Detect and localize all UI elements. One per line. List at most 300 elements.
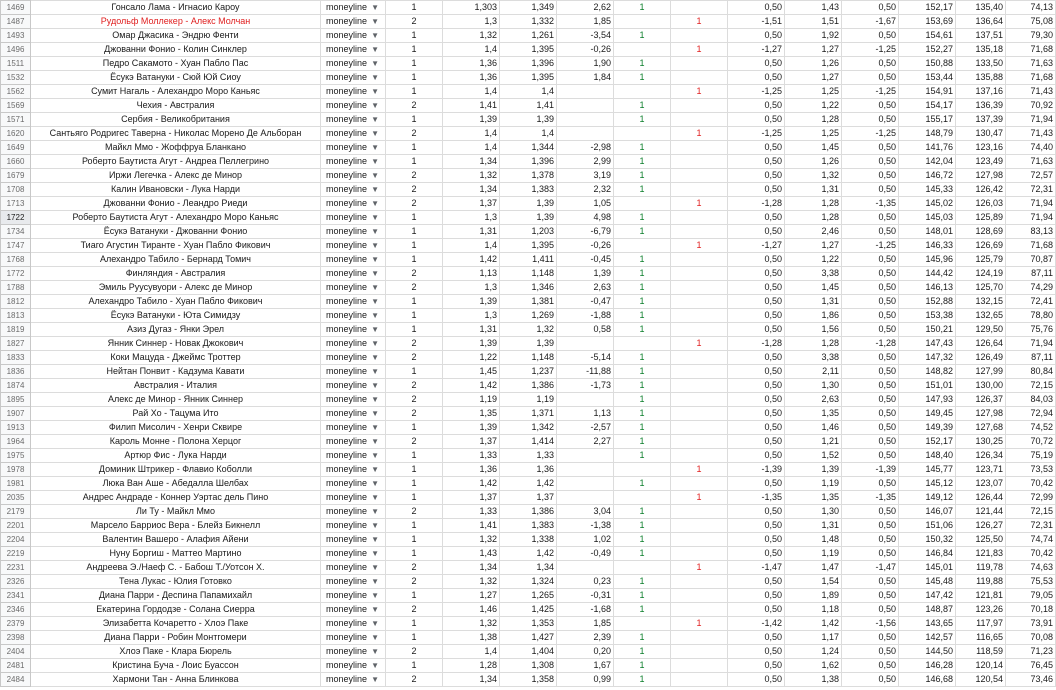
bank-cell[interactable]: 126,64 (956, 337, 1006, 351)
result-cell[interactable]: 0,50 (842, 505, 899, 519)
result-cell[interactable]: -1,56 (842, 617, 899, 631)
profit-cell[interactable]: 0,50 (728, 29, 785, 43)
balance-cell[interactable]: 150,21 (899, 323, 956, 337)
stake-cell[interactable]: 3,38 (785, 351, 842, 365)
balance-cell[interactable]: 153,44 (899, 71, 956, 85)
match-cell[interactable]: Рудольф Моллекер - Алекс Молчан (31, 15, 321, 29)
stake-cell[interactable]: 2,11 (785, 365, 842, 379)
match-cell[interactable]: Сербия - Великобритания (31, 113, 321, 127)
result-cell[interactable]: 0,50 (842, 603, 899, 617)
bank-cell[interactable]: 130,00 (956, 379, 1006, 393)
odds-open-cell[interactable]: 1,35 (443, 407, 500, 421)
drift-cell[interactable] (557, 393, 614, 407)
drift-cell[interactable]: 1,90 (557, 57, 614, 71)
odds-close-cell[interactable]: 1,395 (500, 43, 557, 57)
drift-cell[interactable] (557, 127, 614, 141)
result-cell[interactable]: 0,50 (842, 673, 899, 687)
market-dropdown[interactable] (321, 169, 386, 183)
match-cell[interactable]: Марсело Барриос Вера - Блейз Бикнелл (31, 519, 321, 533)
result-cell[interactable]: 0,50 (842, 589, 899, 603)
loss-flag-cell[interactable] (671, 547, 728, 561)
dropdown-caret-icon[interactable]: ▼ (371, 647, 379, 656)
stake-cell[interactable]: 1,89 (785, 589, 842, 603)
balance-cell[interactable]: 146,33 (899, 239, 956, 253)
market-dropdown[interactable] (321, 589, 386, 603)
market-dropdown[interactable] (321, 141, 386, 155)
odds-close-cell[interactable]: 1,386 (500, 379, 557, 393)
loss-flag-cell[interactable] (671, 295, 728, 309)
market-dropdown[interactable] (321, 295, 386, 309)
result-cell[interactable]: 0,50 (842, 631, 899, 645)
pick-cell[interactable]: 2 (386, 393, 443, 407)
dropdown-caret-icon[interactable]: ▼ (371, 423, 379, 432)
loss-flag-cell[interactable] (671, 323, 728, 337)
result-cell[interactable]: 0,50 (842, 1, 899, 15)
dropdown-caret-icon[interactable]: ▼ (371, 675, 379, 684)
win-flag-cell[interactable]: 1 (614, 1, 671, 15)
profit-cell[interactable]: 0,50 (728, 99, 785, 113)
match-cell[interactable]: Сумит Нагаль - Алехандро Моро Каньяс (31, 85, 321, 99)
market-dropdown[interactable] (321, 519, 386, 533)
loss-flag-cell[interactable] (671, 631, 728, 645)
odds-open-cell[interactable]: 1,37 (443, 197, 500, 211)
balance-cell[interactable]: 149,45 (899, 407, 956, 421)
match-cell[interactable]: Эмиль Руусувуори - Алекс де Минор (31, 281, 321, 295)
balance-cell[interactable]: 147,42 (899, 589, 956, 603)
drift-cell[interactable] (557, 337, 614, 351)
odds-close-cell[interactable]: 1,386 (500, 505, 557, 519)
result-cell[interactable]: -1,25 (842, 239, 899, 253)
odds-close-cell[interactable]: 1,346 (500, 281, 557, 295)
bank-cell[interactable]: 127,98 (956, 407, 1006, 421)
odds-open-cell[interactable]: 1,32 (443, 617, 500, 631)
result-cell[interactable]: 0,50 (842, 211, 899, 225)
odds-close-cell[interactable]: 1,4 (500, 127, 557, 141)
result-cell[interactable]: -1,25 (842, 85, 899, 99)
odds-close-cell[interactable]: 1,332 (500, 15, 557, 29)
percent-cell[interactable]: 70,42 (1006, 547, 1056, 561)
loss-flag-cell[interactable] (671, 155, 728, 169)
win-flag-cell[interactable]: 1 (614, 645, 671, 659)
odds-close-cell[interactable]: 1,383 (500, 183, 557, 197)
profit-cell[interactable]: 0,50 (728, 645, 785, 659)
drift-cell[interactable]: -6,79 (557, 225, 614, 239)
dropdown-caret-icon[interactable]: ▼ (371, 381, 379, 390)
pick-cell[interactable]: 1 (386, 631, 443, 645)
percent-cell[interactable]: 79,30 (1006, 29, 1056, 43)
profit-cell[interactable]: 0,50 (728, 155, 785, 169)
pick-cell[interactable]: 2 (386, 673, 443, 687)
market-dropdown[interactable] (321, 603, 386, 617)
profit-cell[interactable]: 0,50 (728, 113, 785, 127)
bank-cell[interactable]: 136,64 (956, 15, 1006, 29)
result-cell[interactable]: 0,50 (842, 477, 899, 491)
odds-open-cell[interactable]: 1,33 (443, 505, 500, 519)
market-dropdown[interactable] (321, 113, 386, 127)
dropdown-caret-icon[interactable]: ▼ (371, 157, 379, 166)
result-cell[interactable]: 0,50 (842, 533, 899, 547)
stake-cell[interactable]: 1,35 (785, 407, 842, 421)
odds-close-cell[interactable]: 1,37 (500, 491, 557, 505)
odds-close-cell[interactable]: 1,265 (500, 589, 557, 603)
drift-cell[interactable] (557, 449, 614, 463)
balance-cell[interactable]: 150,32 (899, 533, 956, 547)
drift-cell[interactable]: 1,85 (557, 617, 614, 631)
balance-cell[interactable]: 145,02 (899, 197, 956, 211)
odds-open-cell[interactable]: 1,22 (443, 351, 500, 365)
pick-cell[interactable]: 1 (386, 463, 443, 477)
percent-cell[interactable]: 71,43 (1006, 85, 1056, 99)
dropdown-caret-icon[interactable]: ▼ (371, 115, 379, 124)
odds-close-cell[interactable]: 1,41 (500, 99, 557, 113)
balance-cell[interactable]: 151,01 (899, 379, 956, 393)
loss-flag-cell[interactable] (671, 659, 728, 673)
loss-flag-cell[interactable]: 1 (671, 463, 728, 477)
odds-close-cell[interactable]: 1,39 (500, 337, 557, 351)
percent-cell[interactable]: 71,43 (1006, 127, 1056, 141)
balance-cell[interactable]: 141,76 (899, 141, 956, 155)
balance-cell[interactable]: 145,96 (899, 253, 956, 267)
odds-open-cell[interactable]: 1,41 (443, 99, 500, 113)
bank-cell[interactable]: 125,89 (956, 211, 1006, 225)
odds-close-cell[interactable]: 1,33 (500, 449, 557, 463)
match-cell[interactable]: Ёсукэ Ватануки - Сюй Юй Сиоу (31, 71, 321, 85)
pick-cell[interactable]: 1 (386, 519, 443, 533)
balance-cell[interactable]: 146,84 (899, 547, 956, 561)
pick-cell[interactable]: 1 (386, 659, 443, 673)
drift-cell[interactable]: 2,62 (557, 1, 614, 15)
drift-cell[interactable]: 2,39 (557, 631, 614, 645)
stake-cell[interactable]: 2,63 (785, 393, 842, 407)
stake-cell[interactable]: 1,21 (785, 435, 842, 449)
balance-cell[interactable]: 147,93 (899, 393, 956, 407)
drift-cell[interactable]: -0,47 (557, 295, 614, 309)
odds-close-cell[interactable]: 1,308 (500, 659, 557, 673)
stake-cell[interactable]: 1,22 (785, 253, 842, 267)
match-cell[interactable]: Екатерина Гордодзе - Солана Сиерра (31, 603, 321, 617)
stake-cell[interactable]: 1,38 (785, 673, 842, 687)
pick-cell[interactable]: 2 (386, 267, 443, 281)
percent-cell[interactable]: 79,05 (1006, 589, 1056, 603)
profit-cell[interactable]: -1,27 (728, 43, 785, 57)
profit-cell[interactable]: 0,50 (728, 351, 785, 365)
stake-cell[interactable]: 1,42 (785, 617, 842, 631)
bank-cell[interactable]: 126,27 (956, 519, 1006, 533)
match-cell[interactable]: Валентин Вашеро - Алафия Айени (31, 533, 321, 547)
pick-cell[interactable]: 2 (386, 169, 443, 183)
market-dropdown[interactable] (321, 673, 386, 687)
stake-cell[interactable]: 3,38 (785, 267, 842, 281)
match-cell[interactable]: Люка Ван Аше - Абедалла Шелбах (31, 477, 321, 491)
drift-cell[interactable]: 1,05 (557, 197, 614, 211)
stake-cell[interactable]: 1,47 (785, 561, 842, 575)
bank-cell[interactable]: 121,81 (956, 589, 1006, 603)
profit-cell[interactable]: 0,50 (728, 141, 785, 155)
odds-close-cell[interactable]: 1,324 (500, 575, 557, 589)
loss-flag-cell[interactable] (671, 477, 728, 491)
percent-cell[interactable]: 83,13 (1006, 225, 1056, 239)
market-dropdown[interactable] (321, 1, 386, 15)
result-cell[interactable]: 0,50 (842, 323, 899, 337)
win-flag-cell[interactable]: 1 (614, 505, 671, 519)
profit-cell[interactable]: 0,50 (728, 589, 785, 603)
profit-cell[interactable]: 0,50 (728, 1, 785, 15)
balance-cell[interactable]: 148,01 (899, 225, 956, 239)
win-flag-cell[interactable]: 1 (614, 309, 671, 323)
balance-cell[interactable]: 154,91 (899, 85, 956, 99)
odds-open-cell[interactable]: 1,32 (443, 533, 500, 547)
bank-cell[interactable]: 132,65 (956, 309, 1006, 323)
balance-cell[interactable]: 148,79 (899, 127, 956, 141)
profit-cell[interactable]: -1,27 (728, 239, 785, 253)
dropdown-caret-icon[interactable]: ▼ (371, 591, 379, 600)
balance-cell[interactable]: 148,87 (899, 603, 956, 617)
result-cell[interactable]: -1,25 (842, 127, 899, 141)
loss-flag-cell[interactable] (671, 225, 728, 239)
profit-cell[interactable]: 0,50 (728, 253, 785, 267)
odds-open-cell[interactable]: 1,39 (443, 113, 500, 127)
percent-cell[interactable]: 72,15 (1006, 505, 1056, 519)
profit-cell[interactable]: 0,50 (728, 505, 785, 519)
drift-cell[interactable]: 1,02 (557, 533, 614, 547)
bank-cell[interactable]: 133,50 (956, 57, 1006, 71)
loss-flag-cell[interactable] (671, 393, 728, 407)
result-cell[interactable]: 0,50 (842, 421, 899, 435)
result-cell[interactable]: 0,50 (842, 71, 899, 85)
match-cell[interactable]: Диана Парри - Деспина Папамихайл (31, 589, 321, 603)
dropdown-caret-icon[interactable]: ▼ (371, 297, 379, 306)
loss-flag-cell[interactable] (671, 449, 728, 463)
odds-open-cell[interactable]: 1,32 (443, 169, 500, 183)
drift-cell[interactable] (557, 99, 614, 113)
profit-cell[interactable]: -1,47 (728, 561, 785, 575)
drift-cell[interactable]: 3,04 (557, 505, 614, 519)
balance-cell[interactable]: 144,50 (899, 645, 956, 659)
stake-cell[interactable]: 1,30 (785, 379, 842, 393)
percent-cell[interactable]: 74,40 (1006, 141, 1056, 155)
profit-cell[interactable]: 0,50 (728, 225, 785, 239)
odds-close-cell[interactable]: 1,381 (500, 295, 557, 309)
balance-cell[interactable]: 154,17 (899, 99, 956, 113)
pick-cell[interactable]: 2 (386, 127, 443, 141)
dropdown-caret-icon[interactable]: ▼ (371, 185, 379, 194)
bank-cell[interactable]: 121,83 (956, 547, 1006, 561)
drift-cell[interactable]: 2,99 (557, 155, 614, 169)
pick-cell[interactable]: 2 (386, 407, 443, 421)
result-cell[interactable]: -1,35 (842, 491, 899, 505)
stake-cell[interactable]: 1,31 (785, 183, 842, 197)
odds-open-cell[interactable]: 1,36 (443, 71, 500, 85)
stake-cell[interactable]: 1,31 (785, 295, 842, 309)
percent-cell[interactable]: 74,52 (1006, 421, 1056, 435)
match-cell[interactable]: Диана Парри - Робин Монтгомери (31, 631, 321, 645)
odds-open-cell[interactable]: 1,31 (443, 225, 500, 239)
bank-cell[interactable]: 119,88 (956, 575, 1006, 589)
pick-cell[interactable]: 2 (386, 379, 443, 393)
balance-cell[interactable]: 146,68 (899, 673, 956, 687)
bank-cell[interactable]: 120,54 (956, 673, 1006, 687)
odds-close-cell[interactable]: 1,342 (500, 421, 557, 435)
loss-flag-cell[interactable]: 1 (671, 43, 728, 57)
odds-open-cell[interactable]: 1,42 (443, 253, 500, 267)
win-flag-cell[interactable]: 1 (614, 225, 671, 239)
market-dropdown[interactable] (321, 15, 386, 29)
odds-open-cell[interactable]: 1,4 (443, 127, 500, 141)
dropdown-caret-icon[interactable]: ▼ (371, 367, 379, 376)
balance-cell[interactable]: 149,39 (899, 421, 956, 435)
market-dropdown[interactable] (321, 645, 386, 659)
odds-open-cell[interactable]: 1,32 (443, 29, 500, 43)
odds-close-cell[interactable]: 1,411 (500, 253, 557, 267)
bank-cell[interactable]: 137,51 (956, 29, 1006, 43)
match-cell[interactable]: Артюр Фис - Лука Нарди (31, 449, 321, 463)
percent-cell[interactable]: 71,68 (1006, 71, 1056, 85)
result-cell[interactable]: 0,50 (842, 435, 899, 449)
match-cell[interactable]: Ёсукэ Ватануки - Юта Симидзу (31, 309, 321, 323)
bank-cell[interactable]: 127,68 (956, 421, 1006, 435)
stake-cell[interactable]: 1,28 (785, 197, 842, 211)
pick-cell[interactable]: 1 (386, 295, 443, 309)
market-dropdown[interactable] (321, 253, 386, 267)
win-flag-cell[interactable]: 1 (614, 211, 671, 225)
dropdown-caret-icon[interactable]: ▼ (371, 479, 379, 488)
percent-cell[interactable]: 87,11 (1006, 267, 1056, 281)
balance-cell[interactable]: 147,32 (899, 351, 956, 365)
win-flag-cell[interactable]: 1 (614, 99, 671, 113)
market-dropdown[interactable] (321, 127, 386, 141)
win-flag-cell[interactable] (614, 239, 671, 253)
dropdown-caret-icon[interactable]: ▼ (371, 269, 379, 278)
market-dropdown[interactable] (321, 407, 386, 421)
stake-cell[interactable]: 1,17 (785, 631, 842, 645)
odds-close-cell[interactable]: 1,261 (500, 29, 557, 43)
dropdown-caret-icon[interactable]: ▼ (371, 31, 379, 40)
market-dropdown[interactable] (321, 71, 386, 85)
win-flag-cell[interactable]: 1 (614, 113, 671, 127)
result-cell[interactable]: 0,50 (842, 365, 899, 379)
bank-cell[interactable]: 123,26 (956, 603, 1006, 617)
loss-flag-cell[interactable] (671, 505, 728, 519)
win-flag-cell[interactable]: 1 (614, 673, 671, 687)
result-cell[interactable]: -1,28 (842, 337, 899, 351)
odds-close-cell[interactable]: 1,203 (500, 225, 557, 239)
bank-cell[interactable]: 137,39 (956, 113, 1006, 127)
odds-open-cell[interactable]: 1,4 (443, 645, 500, 659)
loss-flag-cell[interactable] (671, 309, 728, 323)
balance-cell[interactable]: 149,12 (899, 491, 956, 505)
result-cell[interactable]: 0,50 (842, 253, 899, 267)
profit-cell[interactable]: 0,50 (728, 547, 785, 561)
match-cell[interactable]: Нейтан Понвит - Кадзума Кавати (31, 365, 321, 379)
market-dropdown[interactable] (321, 421, 386, 435)
odds-open-cell[interactable]: 1,43 (443, 547, 500, 561)
market-dropdown[interactable] (321, 505, 386, 519)
market-dropdown[interactable] (321, 225, 386, 239)
result-cell[interactable]: -1,67 (842, 15, 899, 29)
win-flag-cell[interactable]: 1 (614, 631, 671, 645)
bank-cell[interactable]: 126,49 (956, 351, 1006, 365)
drift-cell[interactable] (557, 113, 614, 127)
market-dropdown[interactable] (321, 323, 386, 337)
stake-cell[interactable]: 1,30 (785, 505, 842, 519)
percent-cell[interactable]: 71,94 (1006, 337, 1056, 351)
profit-cell[interactable]: 0,50 (728, 603, 785, 617)
bank-cell[interactable]: 129,50 (956, 323, 1006, 337)
loss-flag-cell[interactable] (671, 169, 728, 183)
dropdown-caret-icon[interactable]: ▼ (371, 465, 379, 474)
drift-cell[interactable]: 4,98 (557, 211, 614, 225)
match-cell[interactable]: Роберто Баутиста Агут - Андреа Пеллегрино (31, 155, 321, 169)
pick-cell[interactable]: 1 (386, 225, 443, 239)
dropdown-caret-icon[interactable]: ▼ (371, 661, 379, 670)
bank-cell[interactable]: 121,44 (956, 505, 1006, 519)
pick-cell[interactable]: 1 (386, 547, 443, 561)
profit-cell[interactable]: 0,50 (728, 379, 785, 393)
odds-open-cell[interactable]: 1,42 (443, 477, 500, 491)
odds-close-cell[interactable]: 1,237 (500, 365, 557, 379)
dropdown-caret-icon[interactable]: ▼ (371, 563, 379, 572)
result-cell[interactable]: 0,50 (842, 225, 899, 239)
match-cell[interactable]: Ли Ту - Майкл Ммо (31, 505, 321, 519)
percent-cell[interactable]: 72,31 (1006, 519, 1056, 533)
result-cell[interactable]: 0,50 (842, 57, 899, 71)
stake-cell[interactable]: 1,46 (785, 421, 842, 435)
profit-cell[interactable]: -1,42 (728, 617, 785, 631)
stake-cell[interactable]: 1,32 (785, 169, 842, 183)
percent-cell[interactable]: 84,03 (1006, 393, 1056, 407)
match-cell[interactable]: Филип Мисолич - Хенри Сквире (31, 421, 321, 435)
dropdown-caret-icon[interactable]: ▼ (371, 129, 379, 138)
stake-cell[interactable]: 1,27 (785, 239, 842, 253)
result-cell[interactable]: 0,50 (842, 351, 899, 365)
dropdown-caret-icon[interactable]: ▼ (371, 45, 379, 54)
odds-close-cell[interactable]: 1,39 (500, 113, 557, 127)
profit-cell[interactable]: 0,50 (728, 533, 785, 547)
win-flag-cell[interactable]: 1 (614, 253, 671, 267)
dropdown-caret-icon[interactable]: ▼ (371, 3, 379, 12)
bank-cell[interactable]: 137,16 (956, 85, 1006, 99)
loss-flag-cell[interactable]: 1 (671, 617, 728, 631)
loss-flag-cell[interactable]: 1 (671, 197, 728, 211)
profit-cell[interactable]: 0,50 (728, 309, 785, 323)
odds-open-cell[interactable]: 1,33 (443, 449, 500, 463)
win-flag-cell[interactable]: 1 (614, 379, 671, 393)
drift-cell[interactable]: 0,99 (557, 673, 614, 687)
percent-cell[interactable]: 71,63 (1006, 57, 1056, 71)
bank-cell[interactable]: 126,03 (956, 197, 1006, 211)
win-flag-cell[interactable]: 1 (614, 519, 671, 533)
odds-close-cell[interactable]: 1,42 (500, 547, 557, 561)
win-flag-cell[interactable]: 1 (614, 57, 671, 71)
win-flag-cell[interactable] (614, 491, 671, 505)
odds-close-cell[interactable]: 1,353 (500, 617, 557, 631)
market-dropdown[interactable] (321, 351, 386, 365)
odds-open-cell[interactable]: 1,34 (443, 183, 500, 197)
loss-flag-cell[interactable]: 1 (671, 337, 728, 351)
odds-close-cell[interactable]: 1,396 (500, 155, 557, 169)
pick-cell[interactable]: 1 (386, 239, 443, 253)
profit-cell[interactable]: 0,50 (728, 421, 785, 435)
loss-flag-cell[interactable]: 1 (671, 127, 728, 141)
stake-cell[interactable]: 1,54 (785, 575, 842, 589)
pick-cell[interactable]: 2 (386, 603, 443, 617)
percent-cell[interactable]: 75,76 (1006, 323, 1056, 337)
odds-close-cell[interactable]: 1,404 (500, 645, 557, 659)
balance-cell[interactable]: 142,04 (899, 155, 956, 169)
pick-cell[interactable]: 1 (386, 57, 443, 71)
result-cell[interactable]: 0,50 (842, 155, 899, 169)
match-cell[interactable]: Андреева Э./Наеф С. - Бабош Т./Уотсон Х. (31, 561, 321, 575)
